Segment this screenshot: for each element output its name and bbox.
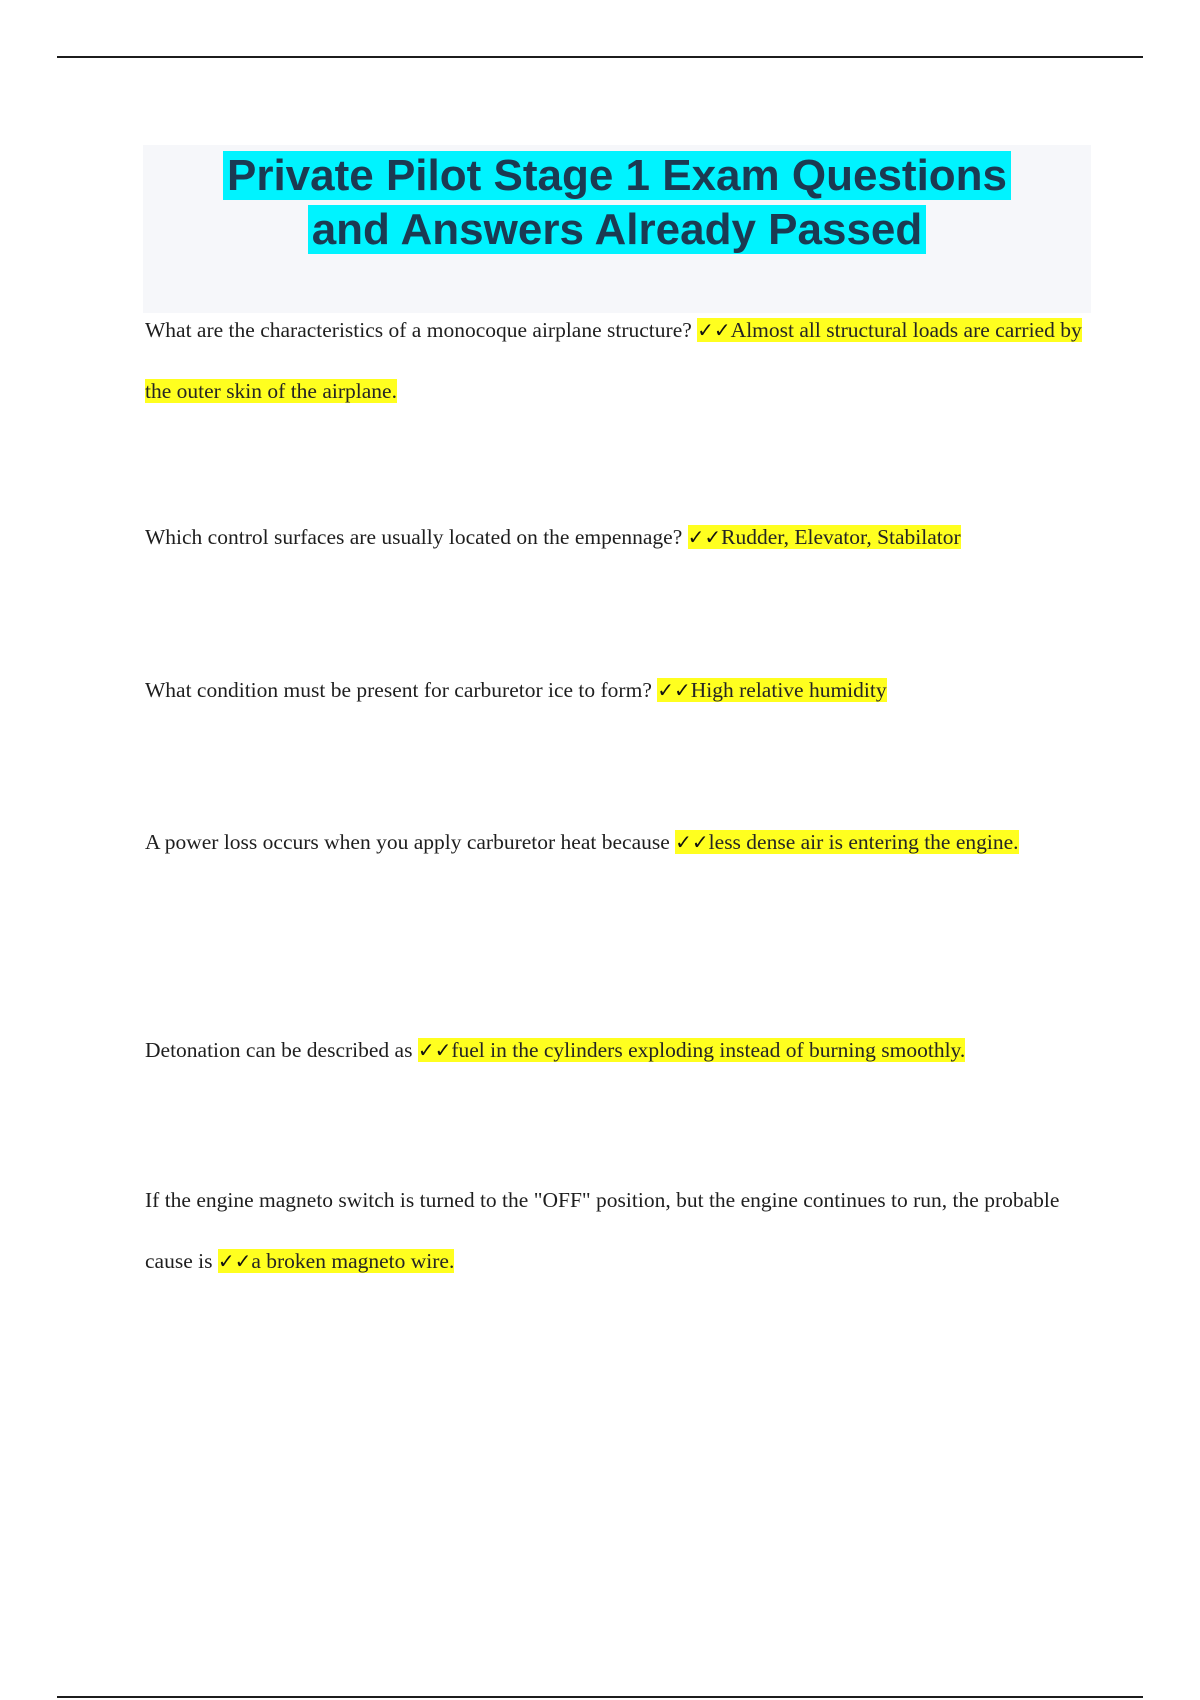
qa-item-1 [145,300,1095,422]
qa-item-3 [145,660,1095,721]
title-line-2: and Answers Already Passed [143,203,1091,257]
check-icon: ✓✓ [417,1038,452,1062]
answer-text: High relative humidity [690,678,887,702]
question-text: What are the characteristics of a monocoque airplane structure? [145,318,698,342]
question-text: If the engine magneto switch is turned to the "OFF" position, but the engine continues to run, the probable cause is [145,1188,1060,1273]
question-text: A power loss occurs when you apply carburetor heat because [145,830,676,854]
answer-highlight [657,678,886,702]
question-text: Detonation can be described as [145,1038,418,1062]
check-icon: ✓✓ [687,525,722,549]
answer-text: fuel in the cylinders exploding instead of burning smoothly. [451,1038,966,1062]
check-icon: ✓✓ [217,1249,252,1273]
answer-highlight [218,1249,455,1273]
check-icon: ✓✓ [697,318,731,342]
question-text: What condition must be present for carburetor ice to form? [145,678,658,702]
answer-text: Almost all structural loads are carried by the outer skin of the airplane. [145,318,1082,403]
check-icon: ✓✓ [657,678,691,702]
answer-highlight [688,525,961,549]
answer-text: a broken magneto wire. [251,1249,455,1273]
qa-item-6 [145,1170,1095,1292]
check-icon: ✓✓ [675,830,709,854]
question-text: Which control surfaces are usually located on the empennage? [145,525,688,549]
title-line-1: Private Pilot Stage 1 Exam Questions [143,149,1091,203]
answer-text: Rudder, Elevator, Stabilator [721,525,961,549]
answer-highlight [418,1038,965,1062]
bottom-rule [57,1696,1143,1698]
qa-item-2 [145,507,1095,568]
answer-text: less dense air is entering the engine. [708,830,1019,854]
qa-item-4 [145,812,1095,873]
answer-highlight [675,830,1018,854]
qa-item-5 [145,1020,1095,1081]
top-rule [57,56,1143,58]
title-block [143,145,1091,313]
